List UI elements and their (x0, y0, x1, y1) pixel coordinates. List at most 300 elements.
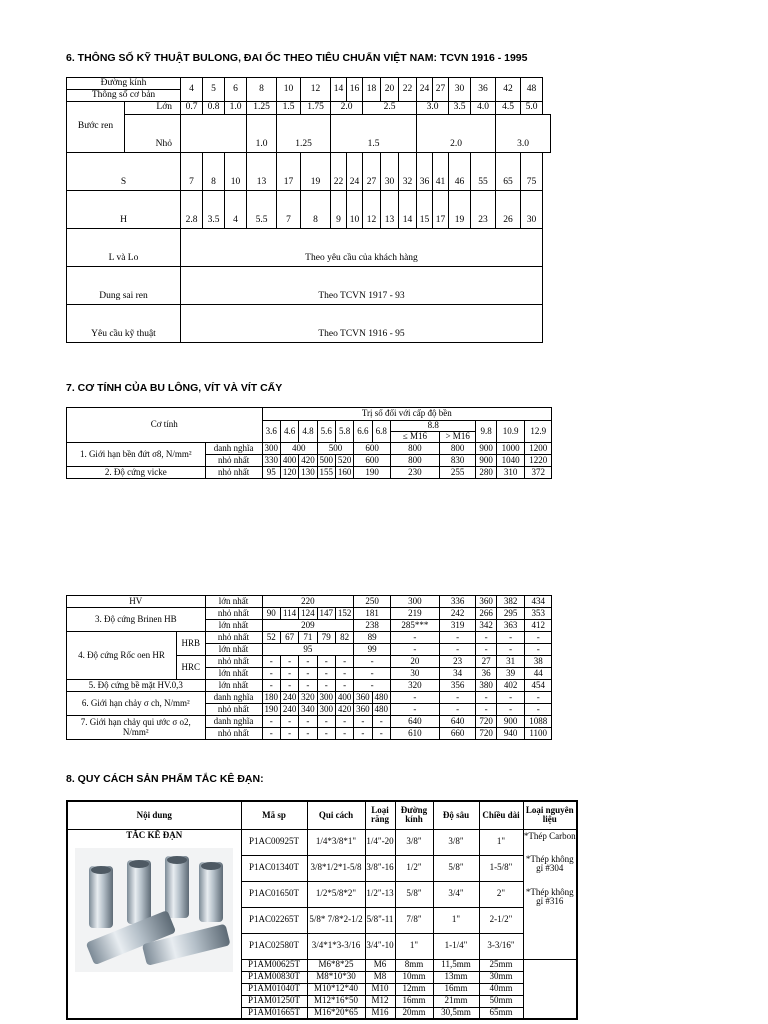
value: 356 (439, 680, 476, 692)
mechanical-table-2 (66, 595, 552, 740)
value: 242 (439, 608, 476, 620)
value: 240 (280, 704, 298, 716)
type-label: nhỏ nhất (205, 455, 262, 467)
value: 209 (262, 620, 354, 632)
type-label: nhỏ nhất (205, 704, 262, 716)
value: - (317, 656, 335, 668)
diameter: 7/8" (395, 907, 433, 933)
type-label: danh nghĩa (205, 716, 262, 728)
value: 147 (317, 608, 335, 620)
type-label: nhỏ nhất (205, 632, 262, 644)
pitch-value: 0.7 (181, 102, 203, 115)
value: - (335, 716, 353, 728)
grade: 6.6 (354, 421, 372, 443)
diameter: 20mm (395, 1007, 433, 1019)
header-loai-rang: Loại răng (365, 801, 395, 829)
value: 400 (280, 443, 317, 455)
h-value: 15 (417, 191, 433, 229)
value: 266 (476, 608, 496, 620)
s-value: 27 (363, 153, 381, 191)
type-label: danh nghĩa (205, 692, 262, 704)
value: 320 (299, 692, 317, 704)
h-value: 12 (363, 191, 381, 229)
thread: 5/8"-11 (365, 907, 395, 933)
value: - (496, 692, 525, 704)
spec: 1/2*5/8*2" (307, 881, 365, 907)
h-value: 19 (449, 191, 471, 229)
value: - (280, 728, 298, 740)
value: - (299, 716, 317, 728)
spec: 3/8*1/2*1-5/8 (307, 855, 365, 881)
diameter: 5/8" (395, 881, 433, 907)
grade-8-8: 8.8 (390, 421, 476, 432)
s-label: S (67, 153, 181, 191)
thread: M8 (365, 971, 395, 983)
value: 300 (262, 443, 280, 455)
value: 79 (317, 632, 335, 644)
hrc-label: HRC (177, 656, 206, 680)
value: 1200 (525, 443, 552, 455)
spec: M12*16*50 (307, 995, 365, 1007)
type-label: nhỏ nhất (205, 467, 262, 479)
diameter: 8mm (395, 959, 433, 971)
depth: 3/4" (433, 881, 479, 907)
value: 800 (390, 455, 439, 467)
value: 36 (476, 668, 496, 680)
value: 420 (335, 704, 353, 716)
value: 1000 (496, 443, 525, 455)
diameter: 16 (347, 78, 363, 102)
type-label: lớn nhất (205, 680, 262, 692)
type-label: lớn nhất (205, 668, 262, 680)
value: 420 (299, 455, 317, 467)
value: - (299, 680, 317, 692)
spec: M8*10*30 (307, 971, 365, 983)
length: 50mm (479, 995, 523, 1007)
depth: 1-1/4" (433, 933, 479, 959)
diameter: 42 (496, 78, 521, 102)
value: 20 (390, 656, 439, 668)
thread: 3/4"-10 (365, 933, 395, 959)
buoc-ren-label: Bước ren (67, 102, 125, 153)
pitch-value: 0.8 (203, 102, 225, 115)
diameter: 12mm (395, 983, 433, 995)
s-value: 55 (471, 153, 496, 191)
value: 30 (390, 668, 439, 680)
value: - (496, 632, 525, 644)
value: - (496, 704, 525, 716)
value: 255 (439, 467, 476, 479)
length: 65mm (479, 1007, 523, 1019)
spec: 5/8* 7/8*2-1/2 (307, 907, 365, 933)
diameter: 16mm (395, 995, 433, 1007)
thread: M10 (365, 983, 395, 995)
value: - (496, 644, 525, 656)
value: 360 (354, 704, 372, 716)
value: 500 (317, 455, 335, 467)
section-7-heading: 7. CƠ TÍNH CỦA BU LÔNG, VÍT VÀ VÍT CẤY (66, 382, 283, 394)
value: - (439, 632, 476, 644)
value: - (262, 716, 280, 728)
mechanical-table-1 (66, 407, 552, 479)
product-code: P1AC02580T (241, 933, 307, 959)
s-value: 65 (496, 153, 521, 191)
h-value: 30 (521, 191, 543, 229)
value: 660 (439, 728, 476, 740)
anchor-bolts-image (75, 848, 233, 972)
length: 40mm (479, 983, 523, 995)
pitch-value: 2.0 (331, 102, 363, 115)
pitch-fine-empty (181, 115, 247, 153)
header-duong-kinh: Đường kính (395, 801, 433, 829)
value: - (335, 668, 353, 680)
value: 27 (476, 656, 496, 668)
grade: 5.8 (335, 421, 353, 443)
product-name: TẮC KÊ ĐẠN (126, 829, 183, 840)
value: - (439, 704, 476, 716)
nho-label: Nhỏ (125, 115, 181, 153)
grade: 12.9 (525, 421, 552, 443)
value: 336 (439, 596, 476, 608)
hv-label: HV (67, 596, 206, 608)
spec: M16*20*65 (307, 1007, 365, 1019)
value: 1088 (525, 716, 552, 728)
tolerance-label: Dung sai ren (67, 267, 181, 305)
s-value: 46 (449, 153, 471, 191)
value: 720 (476, 728, 496, 740)
value: - (317, 716, 335, 728)
length: 1-5/8" (479, 855, 523, 881)
value: 900 (496, 716, 525, 728)
value: - (317, 728, 335, 740)
value: 720 (476, 716, 496, 728)
value: 180 (262, 692, 280, 704)
value: 120 (280, 467, 298, 479)
value: - (354, 716, 372, 728)
requirement-value: Theo TCVN 1916 - 95 (181, 305, 543, 343)
product-code: P1AM01250T (241, 995, 307, 1007)
value: 160 (335, 467, 353, 479)
h-value: 2.8 (181, 191, 203, 229)
value: 220 (262, 596, 354, 608)
value: 23 (439, 656, 476, 668)
value: - (262, 680, 280, 692)
thread: M16 (365, 1007, 395, 1019)
proof-yield-label: 7. Giới hạn chảy qui ước σ o2, N/mm² (67, 716, 206, 740)
product-code: P1AC01340T (241, 855, 307, 881)
header-thong-so: Thông số cơ bản (67, 90, 181, 102)
tolerance-value: Theo TCVN 1917 - 93 (181, 267, 543, 305)
hrb-label: HRB (177, 632, 206, 656)
value: - (354, 728, 372, 740)
pitch-value: 5.0 (521, 102, 543, 115)
grade: 3.6 (262, 421, 280, 443)
pitch-fine-value: 1.25 (277, 115, 331, 153)
material-cell (523, 829, 577, 959)
value: 480 (372, 692, 390, 704)
value: 500 (317, 443, 354, 455)
value: 340 (299, 704, 317, 716)
diameter: 1" (395, 933, 433, 959)
material: *Thép không gỉ #316 (525, 886, 574, 907)
value: 320 (390, 680, 439, 692)
grade: 5.6 (317, 421, 335, 443)
product-spec-table (66, 800, 578, 1020)
diameter: 27 (433, 78, 449, 102)
value: - (262, 656, 280, 668)
value: - (354, 656, 391, 668)
value: 830 (439, 455, 476, 467)
spec: 1/4*3/8*1" (307, 829, 365, 855)
value: 480 (372, 704, 390, 716)
value: 434 (525, 596, 552, 608)
length: 1" (479, 829, 523, 855)
type-label: lớn nhất (205, 644, 262, 656)
grade: 6.8 (372, 421, 390, 443)
diameter: 36 (471, 78, 496, 102)
spec: M6*8*25 (307, 959, 365, 971)
spec: 3/4*1*3-3/16 (307, 933, 365, 959)
value: 130 (299, 467, 317, 479)
value: - (476, 704, 496, 716)
h-label: H (67, 191, 181, 229)
rockwell-label: 4. Độ cứng Rốc oen HR (67, 632, 177, 680)
value: 90 (262, 608, 280, 620)
product-code: P1AC01650T (241, 881, 307, 907)
value: 382 (496, 596, 525, 608)
value: 400 (280, 455, 298, 467)
value: - (299, 668, 317, 680)
length: 30mm (479, 971, 523, 983)
depth: 13mm (433, 971, 479, 983)
value: 353 (525, 608, 552, 620)
s-value: 17 (277, 153, 301, 191)
section-8-heading: 8. QUY CÁCH SẢN PHẨM TẮC KÊ ĐẠN: (66, 773, 264, 785)
value: - (439, 692, 476, 704)
value: 124 (299, 608, 317, 620)
section-6-heading: 6. THÔNG SỐ KỸ THUẬT BULONG, ĐAI ỐC THEO TIÊU CHUẨN VIỆT NAM: TCVN 1916 - 1995 (66, 52, 528, 64)
value: 360 (476, 596, 496, 608)
type-label: danh nghĩa (205, 443, 262, 455)
h-value: 9 (331, 191, 347, 229)
value: 52 (262, 632, 280, 644)
value: 38 (525, 656, 552, 668)
value: 520 (335, 455, 353, 467)
value: 640 (439, 716, 476, 728)
value: 181 (354, 608, 391, 620)
gt-m16: > M16 (439, 432, 476, 443)
lon-label: Lớn (125, 102, 181, 115)
value: 1040 (496, 455, 525, 467)
value: 310 (496, 467, 525, 479)
value: - (525, 644, 552, 656)
value: - (280, 716, 298, 728)
value: 454 (525, 680, 552, 692)
type-label: lớn nhất (205, 596, 262, 608)
value: - (299, 656, 317, 668)
grade: 9.8 (476, 421, 496, 443)
value: 155 (317, 467, 335, 479)
s-value: 32 (399, 153, 417, 191)
value: 1220 (525, 455, 552, 467)
value: - (525, 704, 552, 716)
value: 372 (525, 467, 552, 479)
product-code: P1AM00625T (241, 959, 307, 971)
value: 640 (390, 716, 439, 728)
value: - (390, 692, 439, 704)
h-value: 4 (225, 191, 247, 229)
h-value: 3.5 (203, 191, 225, 229)
value: - (476, 632, 496, 644)
value: 402 (496, 680, 525, 692)
pitch-value: 4.5 (496, 102, 521, 115)
value: 360 (354, 692, 372, 704)
diameter: 4 (181, 78, 203, 102)
diameter: 1/2" (395, 855, 433, 881)
h-value: 17 (433, 191, 449, 229)
value: - (476, 644, 496, 656)
value: 800 (439, 443, 476, 455)
value: 89 (354, 632, 391, 644)
value: 363 (496, 620, 525, 632)
value: 114 (280, 608, 298, 620)
depth: 3/8" (433, 829, 479, 855)
h-value: 23 (471, 191, 496, 229)
diameter: 10 (277, 78, 301, 102)
pitch-fine-value: 2.0 (417, 115, 496, 153)
header-chieu-dai: Chiều dài (479, 801, 523, 829)
value: - (390, 704, 439, 716)
s-value: 13 (247, 153, 277, 191)
value: 82 (335, 632, 353, 644)
value: 250 (354, 596, 391, 608)
h-value: 7 (277, 191, 301, 229)
pitch-fine-value: 1.0 (247, 115, 277, 153)
value: 400 (335, 692, 353, 704)
diameter: 5 (203, 78, 225, 102)
value: 940 (496, 728, 525, 740)
depth: 30,5mm (433, 1007, 479, 1019)
s-value: 7 (181, 153, 203, 191)
value: 152 (335, 608, 353, 620)
value: 280 (476, 467, 496, 479)
value: - (262, 668, 280, 680)
tensile-label: 1. Giới hạn bền đứt σ8, N/mm² (67, 443, 206, 467)
value: 900 (476, 443, 496, 455)
s-value: 41 (433, 153, 449, 191)
value: 342 (476, 620, 496, 632)
value: 39 (496, 668, 525, 680)
h-value: 13 (381, 191, 399, 229)
diameter: 3/8" (395, 829, 433, 855)
diameter: 20 (381, 78, 399, 102)
value: - (525, 632, 552, 644)
pitch-value: 1.75 (301, 102, 331, 115)
thread: M6 (365, 959, 395, 971)
value: 319 (439, 620, 476, 632)
h-value: 26 (496, 191, 521, 229)
value: - (335, 656, 353, 668)
header-ma-sp: Mã sp (241, 801, 307, 829)
value: - (280, 680, 298, 692)
grade: 4.6 (280, 421, 298, 443)
s-value: 24 (347, 153, 363, 191)
diameter: 18 (363, 78, 381, 102)
value: 190 (262, 704, 280, 716)
pitch-value: 2.5 (363, 102, 417, 115)
value: 800 (390, 443, 439, 455)
length: 25mm (479, 959, 523, 971)
value: - (335, 680, 353, 692)
depth: 16mm (433, 983, 479, 995)
material: *Thép không gỉ #304 (525, 853, 574, 874)
value: 330 (262, 455, 280, 467)
s-value: 30 (381, 153, 399, 191)
s-value: 19 (301, 153, 331, 191)
value: - (390, 632, 439, 644)
value: - (317, 680, 335, 692)
value: 99 (354, 644, 391, 656)
s-value: 75 (521, 153, 543, 191)
material-empty (523, 959, 577, 1019)
product-code: P1AM00830T (241, 971, 307, 983)
value: 190 (354, 467, 391, 479)
surface-hardness-label: 5. Độ cứng bề mặt HV.0,3 (67, 680, 206, 692)
header-do-sau: Độ sâu (433, 801, 479, 829)
value: 238 (354, 620, 391, 632)
pitch-value: 1.0 (225, 102, 247, 115)
l-label: L và Lo (67, 229, 181, 267)
h-value: 5.5 (247, 191, 277, 229)
pitch-fine-value: 1.5 (331, 115, 417, 153)
value: 295 (496, 608, 525, 620)
value: - (354, 668, 391, 680)
thread: 1/4"-20 (365, 829, 395, 855)
value: 31 (496, 656, 525, 668)
depth: 11,5mm (433, 959, 479, 971)
thread: M12 (365, 995, 395, 1007)
header-loai-nguyen-lieu: Loại nguyên liệu (523, 801, 577, 829)
tri-so-header: Trị số đối với cấp độ bền (262, 408, 551, 421)
s-value: 22 (331, 153, 347, 191)
material: *Thép Carbon (523, 830, 576, 841)
value: - (335, 728, 353, 740)
value: 300 (390, 596, 439, 608)
diameter: 22 (399, 78, 417, 102)
diameter: 8 (247, 78, 277, 102)
value: - (299, 728, 317, 740)
product-code: P1AC00925T (241, 829, 307, 855)
value: 1100 (525, 728, 552, 740)
length: 2" (479, 881, 523, 907)
type-label: nhỏ nhất (205, 656, 262, 668)
value: 412 (525, 620, 552, 632)
h-value: 10 (347, 191, 363, 229)
value: - (372, 716, 390, 728)
value: - (280, 656, 298, 668)
value: 600 (354, 455, 391, 467)
yield-label: 6. Giới hạn chảy σ ch, N/mm² (67, 692, 206, 716)
value: 34 (439, 668, 476, 680)
requirement-label: Yêu cầu kỹ thuật (67, 305, 181, 343)
bolt-spec-table (66, 77, 551, 343)
spec: M10*12*40 (307, 983, 365, 995)
co-tinh-header: Cơ tính (67, 408, 263, 443)
value: 380 (476, 680, 496, 692)
value: - (525, 692, 552, 704)
value: - (439, 644, 476, 656)
pitch-value: 3.0 (417, 102, 449, 115)
